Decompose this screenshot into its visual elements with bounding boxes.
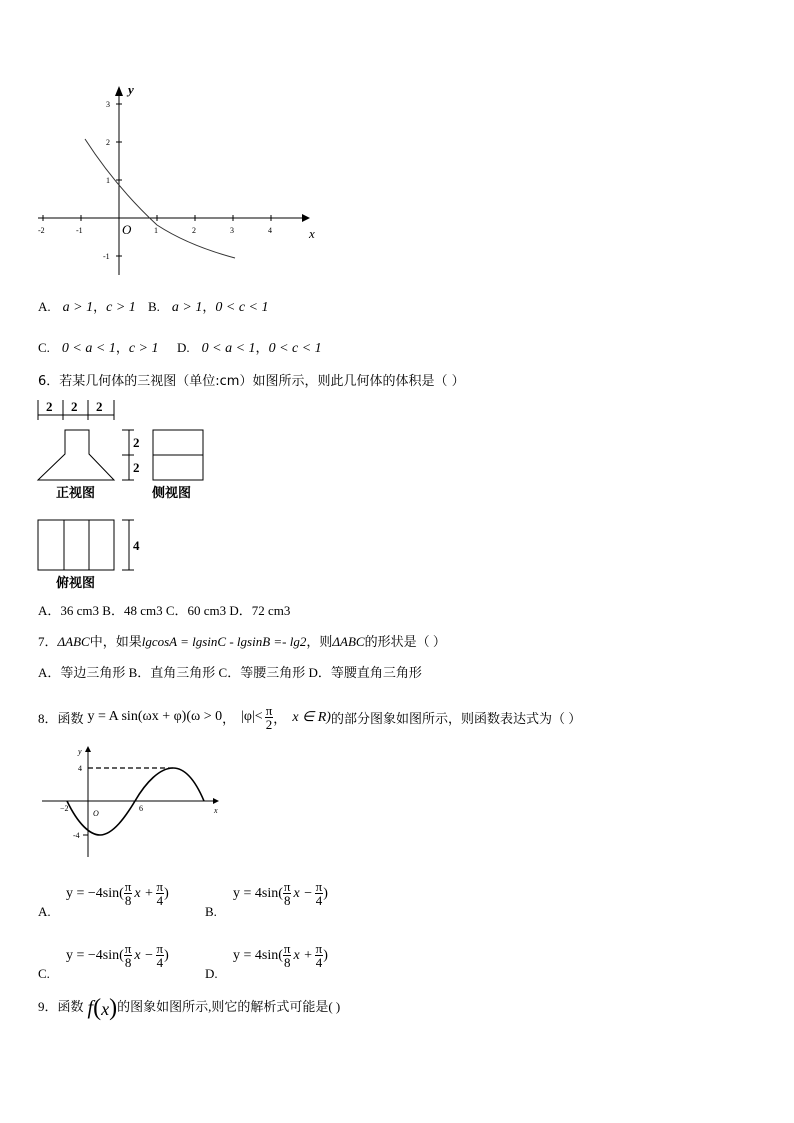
graph-decreasing-curve — [30, 80, 330, 280]
graph1-x-label: x — [309, 226, 315, 241]
graph1-xtick: 2 — [192, 226, 196, 235]
front-view — [38, 430, 114, 480]
sine-graph-x-label: x — [214, 806, 218, 815]
sine-graph — [38, 744, 228, 864]
q8-option-a-formula[interactable]: y = −4sin( $\frac{\pi}{8}$ x + $\frac{\pi}{4}$ ) — [66, 879, 169, 908]
q6-dim-side: 2 — [133, 435, 140, 450]
sine-graph-max: 4 — [78, 764, 82, 773]
graph1-origin: O — [122, 222, 132, 237]
graph1-xtick: 4 — [268, 226, 272, 235]
q7-stem: 7．ΔABC中，如果lgcosA = lgsinC - lgsinB =- lg2，则ΔABC的形状是（ ） — [38, 634, 446, 649]
graph1-xtick: 3 — [230, 226, 234, 235]
graph1-ytick: 3 — [106, 100, 110, 109]
top-view-label: 俯视图 — [56, 575, 96, 590]
graph1-xtick: -2 — [38, 226, 45, 235]
q6-dim-top: 2 — [46, 399, 53, 414]
q6-stem: 6．若某几何体的三视图（单位:cm）如图所示，则此几何体的体积是（ ） — [38, 374, 465, 389]
graph1-curve — [85, 139, 235, 258]
three-views-figure — [34, 396, 224, 592]
q6-dim-top: 2 — [96, 399, 103, 414]
q6-dim-top-view: 4 — [133, 538, 140, 553]
q6-dim-top: 2 — [71, 399, 78, 414]
q5-option-a[interactable]: A. a > 1，c > 1 — [38, 299, 136, 315]
q8-option-b-letter[interactable]: B. — [205, 904, 217, 919]
q6-options: A．36 cm3 B．48 cm3 C．60 cm3 D．72 cm3 — [38, 603, 291, 618]
sine-graph-neg2: −2 — [60, 804, 69, 813]
q9-stem: 9．函数 f ( x ) 的图象如图所示,则它的解析式可能是( ) — [38, 995, 341, 1021]
top-view — [38, 520, 114, 570]
q8-option-c-letter[interactable]: C. — [38, 966, 50, 981]
q6-dim-side: 2 — [133, 460, 140, 475]
sine-graph-min: -4 — [73, 831, 80, 840]
q8-stem: 8．函数 y = A sin(ωx + φ)(ω > 0 ， |φ|< $\frac{\pi}{2}$ ， x ∈ R) 的部分图象如图所示，则函数表达式为（ ） — [38, 702, 582, 732]
q8-option-a-letter[interactable]: A. — [38, 904, 51, 919]
q8-option-c-formula[interactable]: y = −4sin( $\frac{\pi}{8}$ x − $\frac{\pi}{4}$ ) — [66, 941, 169, 970]
graph1-ytick: 2 — [106, 138, 110, 147]
q5-option-b[interactable]: B. a > 1，0 < c < 1 — [148, 299, 269, 315]
q5-option-d[interactable]: D. 0 < a < 1，0 < c < 1 — [177, 340, 322, 356]
graph1-y-label: y — [128, 82, 134, 97]
pi-over-2: $\frac{\pi}{2}$ — [265, 702, 273, 732]
side-view-label: 侧视图 — [152, 485, 192, 500]
front-view-label: 正视图 — [56, 485, 96, 500]
q8-option-d-letter[interactable]: D. — [205, 966, 218, 981]
q7-options: A．等边三角形 B．直角三角形 C．等腰三角形 D．等腰直角三角形 — [38, 665, 422, 680]
sine-graph-six: 6 — [139, 804, 143, 813]
q5-option-c[interactable]: C. 0 < a < 1，c > 1 — [38, 340, 159, 356]
graph1-ytick: 1 — [106, 176, 110, 185]
graph1-xtick: 1 — [154, 226, 158, 235]
q8-option-b-formula[interactable]: y = 4sin( $\frac{\pi}{8}$ x − $\frac{\pi}{4}$ ) — [233, 879, 328, 908]
q8-option-d-formula[interactable]: y = 4sin( $\frac{\pi}{8}$ x + $\frac{\pi}{4}$ ) — [233, 941, 328, 970]
sine-graph-y-label: y — [78, 747, 82, 756]
graph1-ytick: -1 — [103, 252, 110, 261]
graph1-xtick: -1 — [76, 226, 83, 235]
sine-graph-origin: O — [93, 809, 99, 818]
